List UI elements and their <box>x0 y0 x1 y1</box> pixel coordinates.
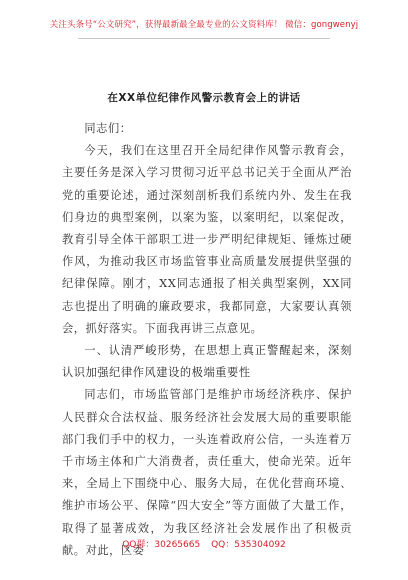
footer-qq-group: QQ群：30265665 <box>122 540 201 550</box>
footer-contact <box>0 537 408 550</box>
section-heading: 一、认清严峻形势，在思想上真正警醒起来，深刻认识加强纪律作风建设的极端重要性 <box>62 344 352 380</box>
document-body <box>62 118 352 562</box>
salutation: 同志们： <box>84 122 132 135</box>
document-title: 在XX单位纪律作风警示教育会上的讲话 <box>107 92 301 104</box>
body-paragraph: 同志们，市场监管部门是维护市场经济秩序、保护人民群众合法权益、服务经济社会发展大局的重要职能部门我们手中的权力，一头连着政府公信，一头连着万千市场主体和广大消费者，责任重大，使命光荣。近年来，全局上下围绕中心、服务大局，在优化营商环境、维护市场公平、保障“四大安全”等方面做了大量工作，取得了显著成效，为我区经济社会发展作出了积极贡献。对此，区委 <box>62 388 352 557</box>
footer-qq-number: QQ：535304092 <box>211 540 286 550</box>
header-divider <box>78 38 330 39</box>
body-paragraph: 今天，我们在这里召开全局纪律作风警示教育会，主要任务是深入学习贯彻习近平总书记关于全面从严治党的重要论述，通过深刻剖析我们系统内外、发生在我们身边的典型案例，以案为鉴，以案明纪，以案促改，教育引导全体干部职工进一步严明纪律规矩、锤炼过硬作风，为推动我区市场监管事业高质量发展提供坚强的纪律保障。刚才，XX同志通报了相关典型案例，XX同志也提出了明确的廉政要求，我都同意，大家要认真领会，抓好落实。下面我再讲三点意见。 <box>62 144 352 335</box>
header-banner: 关注头条号“公文研究”，获得最新最全最专业的公文资料库！ 微信：gongwenyj <box>49 20 359 30</box>
